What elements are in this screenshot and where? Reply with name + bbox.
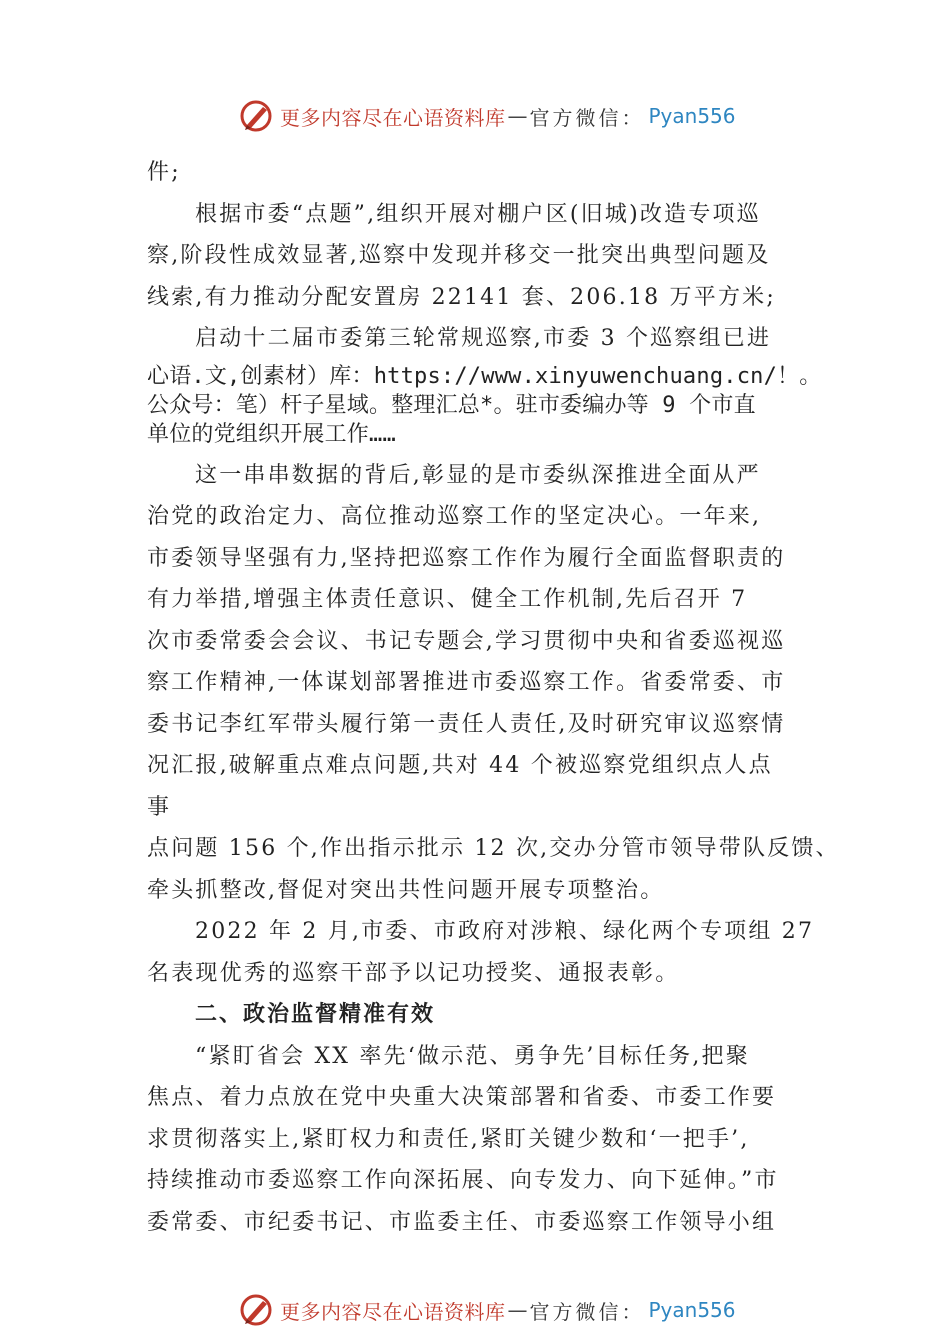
footer-banner	[238, 1290, 758, 1330]
text-line: 次市委常委会会议、书记专题会,学习贯彻中央和省委巡视巡	[147, 628, 786, 654]
text-line: 有力举措,增强主体责任意识、健全工作机制,先后召开 7	[147, 587, 748, 612]
document-body	[147, 152, 840, 1243]
text-line: 启动十二届市委第三轮常规巡察,市委 3 个巡察组已进	[195, 326, 772, 351]
banner-official-label: 官方微信：	[529, 105, 645, 130]
text-line: 线索,有力推动分配安置房 22141 套、206.18 万平方米;	[147, 284, 776, 310]
text-line: 2022 年 2 月,市委、市政府对涉粮、绿化两个专项组 27	[195, 919, 815, 944]
watermark-line: 心语.文,创素材）库：https://www.xinyuwenchuang.cn/！。	[147, 363, 822, 389]
paragraph-2	[147, 194, 837, 319]
text-line: 况汇报,破解重点难点问题,共对 44 个被巡察党组织点人点	[147, 753, 773, 778]
watermark-line: 单位的党组织开展工作……	[147, 421, 396, 447]
text-line: 持续推动市委巡察工作向深拓展、向专发力、向下延伸。”市	[147, 1168, 779, 1193]
banner-brand: 更多内容尽在心语资料库	[280, 105, 506, 130]
text-line: 治党的政治定力、高位推动巡察工作的坚定决心。一年来,	[147, 504, 762, 529]
text-line: 委书记李红军带头履行第一责任人责任,及时研究审议巡察情	[147, 711, 786, 737]
banner-wechat-id: Pyan556	[648, 104, 736, 128]
paragraph-1: 件;	[147, 160, 181, 185]
watermark-line: 公众号：笔）杆子星域。整理汇总*。驻市委编办等 9 个市直	[147, 392, 756, 418]
text-line: 事	[147, 794, 172, 820]
pen-logo-icon	[238, 1292, 274, 1328]
paragraph-6	[147, 1036, 837, 1244]
banner-official-label: 官方微信：	[529, 1299, 645, 1324]
text-line: 这一串串数据的背后,彰显的是市委纵深推进全面从严	[195, 462, 761, 488]
paragraph-4	[147, 455, 840, 912]
text-line: “紧盯省会 XX 率先‘做示范、勇争先’目标任务,把聚	[195, 1043, 750, 1069]
text-line: 根据市委“点题”,组织开展对棚户区(旧城)改造专项巡	[195, 201, 761, 227]
paragraph-3	[147, 318, 837, 449]
watermark-text-block	[147, 362, 837, 449]
text-line: 名表现优秀的巡察干部予以记功授奖、通报表彰。	[147, 960, 680, 986]
banner-wechat-id: Pyan556	[648, 1298, 736, 1322]
text-line: 察工作精神,一体谋划部署推进市委巡察工作。省委常委、市	[147, 670, 786, 695]
paragraph-5	[147, 911, 837, 994]
text-line: 市委领导坚强有力,坚持把巡察工作作为履行全面监督职责的	[147, 545, 786, 571]
text-line: 求贯彻落实上,紧盯权力和责任,紧盯关键少数和‘一把手’,	[147, 1126, 750, 1152]
banner-separator: —	[507, 1298, 528, 1322]
text-line: 察,阶段性成效显著,巡察中发现并移交一批突出典型问题及	[147, 243, 771, 268]
pen-logo-icon	[238, 98, 274, 134]
banner-separator: —	[507, 104, 528, 128]
section-heading: 二、政治监督精准有效	[195, 1002, 436, 1027]
text-line: 焦点、着力点放在党中央重大决策部署和省委、市委工作要	[147, 1085, 777, 1110]
text-line: 委常委、市纪委书记、市监委主任、市委巡察工作领导小组	[147, 1209, 777, 1235]
text-line: 点问题 156 个,作出指示批示 12 次,交办分管市领导带队反馈、	[147, 836, 840, 861]
banner-brand: 更多内容尽在心语资料库	[280, 1299, 506, 1324]
header-banner	[238, 96, 758, 136]
text-line: 牵头抓整改,督促对突出共性问题开展专项整治。	[147, 877, 665, 903]
